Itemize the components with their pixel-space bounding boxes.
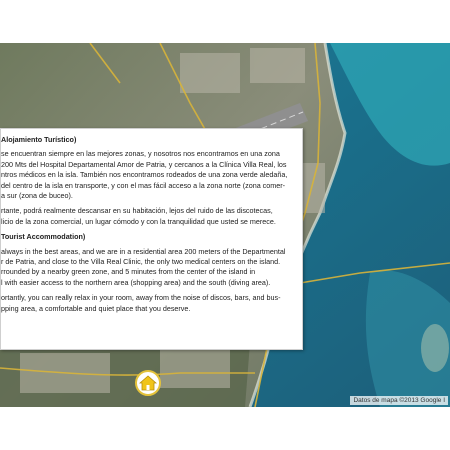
spanish-paragraph-2 <box>1 206 296 227</box>
house-icon <box>139 375 157 391</box>
text-line: r de Patria, and close to the Villa Real Clinic, the only two medical centers on the island. <box>1 257 281 267</box>
spanish-paragraph-1 <box>1 149 296 201</box>
map-attribution: Datos de mapa ©2013 Google I <box>350 396 448 405</box>
english-heading: Tourist Accommodation) <box>1 232 86 242</box>
text-line: licio de la zona comercial, un lugar cómodo y con la tranquilidad que usted se merece. <box>1 216 276 226</box>
text-line: l with easier access to the northern area (shopping area) and the south (diving area). <box>1 277 271 287</box>
text-line: rrounded by a nearby green zone, and 5 minutes from the center of the island in <box>1 267 256 277</box>
spanish-heading: Alojamiento Turístico) <box>1 135 77 144</box>
location-marker[interactable] <box>135 370 161 396</box>
english-paragraph-1 <box>1 247 296 289</box>
text-line: always in the best areas, and we are in a residential area 200 meters of the Departmental <box>1 246 286 256</box>
english-paragraph-2 <box>1 293 296 314</box>
text-line: rtante, podrá realmente descansar en su habitación, lejos del ruido de las discotecas, <box>1 206 273 216</box>
text-line: a sur (zona de buceo). <box>1 191 73 201</box>
text-line: pping area, a comfortable and quiet place that you deserve. <box>1 303 191 313</box>
text-line: se encuentran siempre en las mejores zonas, y nosotros nos encontramos en una zona <box>1 149 280 159</box>
text-line: del centro de la isla en transporte, y con el mas fácil acceso a la zona norte (zona comer- <box>1 180 286 190</box>
text-line: ortantly, you can really relax in your room, away from the noise of discos, bars, and bus- <box>1 293 281 303</box>
text-line: 200 Mts del Hospital Departamental Amor de Patria, y cercanos a la Clínica Villa Real, los <box>1 159 287 169</box>
text-line: ntros médicos en la isla. También nos encontramos rodeados de una zona verde aledaña, <box>1 170 288 180</box>
info-window <box>0 128 303 350</box>
